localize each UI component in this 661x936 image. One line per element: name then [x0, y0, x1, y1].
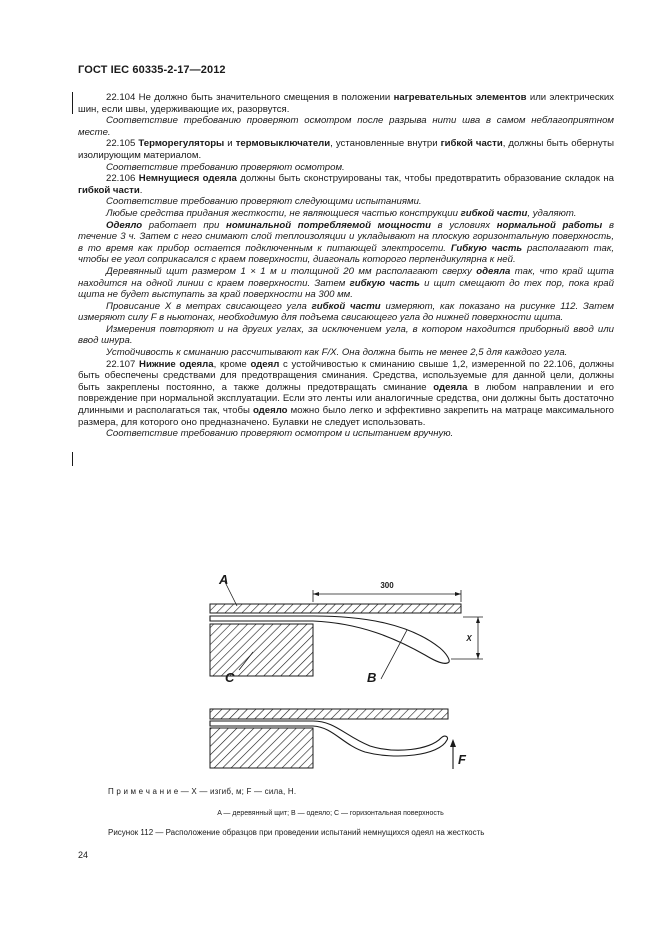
label-f: F: [458, 752, 466, 767]
document-header: ГОСТ IEC 60335-2-17—2012: [78, 64, 226, 76]
paragraph-22-106: 22.106 Немнущиеся одеяла должны быть сконструированы так, чтобы предотвратить образование складок на гибкой части.: [78, 173, 614, 196]
dimension-arrow: [476, 653, 480, 659]
dimension-arrow: [476, 617, 480, 623]
horizontal-surface-c: [210, 728, 313, 768]
figure-112: [195, 566, 495, 776]
figure-legend: A — деревянный щит; B — одеяло; C — горизонтальная поверхность: [217, 810, 444, 817]
test-paragraph: Одеяло работает при номинальной потребляемой мощности в условиях нормальной работы в течение 3 ч. Затем с него снимают слой теплоизоляции и укладывают на плоскую горизонтальную поверхность, в то время как прибор остается подключенным к питающей электросети. Гибкую часть располагают так, чтобы ее угол соприкасался с краем поверхности, диагональ которого перпендикулярна к ней.: [78, 219, 615, 266]
test-paragraph: Устойчивость к сминанию рассчитывают как F/X. Она должна быть не менее 2,5 для каждого угла.: [106, 347, 568, 359]
dimension-arrow: [455, 592, 461, 596]
paragraph-22-104: 22.104 Не должно быть значительного смещения в положении нагревательных элементов или электрических шин, если швы, удерживающие их, разорвутся.: [78, 92, 614, 115]
horizontal-surface-c: [210, 624, 313, 676]
test-paragraph: Любые средства придания жесткости, не являющиеся частью конструкции гибкой части, удаляют.: [106, 207, 577, 219]
wooden-board-a: [210, 604, 461, 613]
paragraph-22-105: 22.105 Терморегуляторы и термовыключатели, установленные внутри гибкой части, должны быть обернуты изолирующим материалом.: [78, 138, 614, 161]
label-b: B: [367, 670, 377, 685]
compliance-paragraph: Соответствие требованию проверяют осмотром после разрыва нити шва в самом неблагоприятном месте.: [78, 115, 614, 138]
change-bar: [72, 452, 73, 466]
compliance-paragraph: Соответствие требованию проверяют осмотром и испытанием вручную.: [106, 428, 454, 440]
paragraph-22-107: 22.107 Нижние одеяла, кроме одеял с устойчивостью к сминанию свыше 1,2, измеренной по 22.106, должны быть обеспечены средствами для предотвращения сминания. Средства, используемые для данной цели, должны быть закреплены постоянно, а также должны предотвращать сминание одеяла в любом направлении и его повреждение при нормальной эксплуатации. Если это ленты или аналогичные средства, они должны быть достаточно длинными и располагаться так, чтобы одеяло можно было легко и эффективно закрепить на матраце максимального размера, для которого оно предназначено. Булавки не следует использовать.: [78, 358, 614, 428]
label-c: C: [225, 670, 235, 685]
dimension-arrow: [313, 592, 319, 596]
figure-caption: Рисунок 112 — Расположение образцов при проведении испытаний немнущихся одеял на жесткость: [108, 828, 485, 837]
x-label: X: [466, 634, 472, 643]
wooden-board-a: [210, 709, 448, 719]
body-text: [78, 92, 614, 440]
test-paragraph: Провисание X в метрах свисающего угла гибкой части измеряют, как показано на рисунке 112. Затем измеряют силу F в ньютонах, необходимую для подъема свисающего угла до нижней поверхности щита.: [78, 300, 614, 324]
label-a: A: [219, 572, 229, 587]
change-bar: [72, 92, 73, 114]
figure-note: П р и м е ч а н и е — X — изгиб, м; F — сила, Н.: [108, 787, 297, 796]
dimension-label: 300: [380, 581, 394, 590]
compliance-paragraph: Соответствие требованию проверяют следующими испытаниями.: [106, 196, 422, 208]
page-number: 24: [78, 850, 89, 860]
force-arrowhead: [450, 739, 456, 747]
test-paragraph: Деревянный щит размером 1 × 1 м и толщиной 20 мм располагают сверху одеяла так, что край щита находится на одной линии с краем поверхности. Затем гибкую часть и щит смещают до тех пор, пока край щита не будет выступать за край поверхности на 300 мм.: [78, 265, 614, 301]
compliance-paragraph: Соответствие требованию проверяют осмотром.: [106, 161, 345, 173]
test-paragraph: Измерения повторяют и на других углах, за исключением угла, в котором находится приборный ввод или ввод шнура.: [78, 323, 614, 347]
